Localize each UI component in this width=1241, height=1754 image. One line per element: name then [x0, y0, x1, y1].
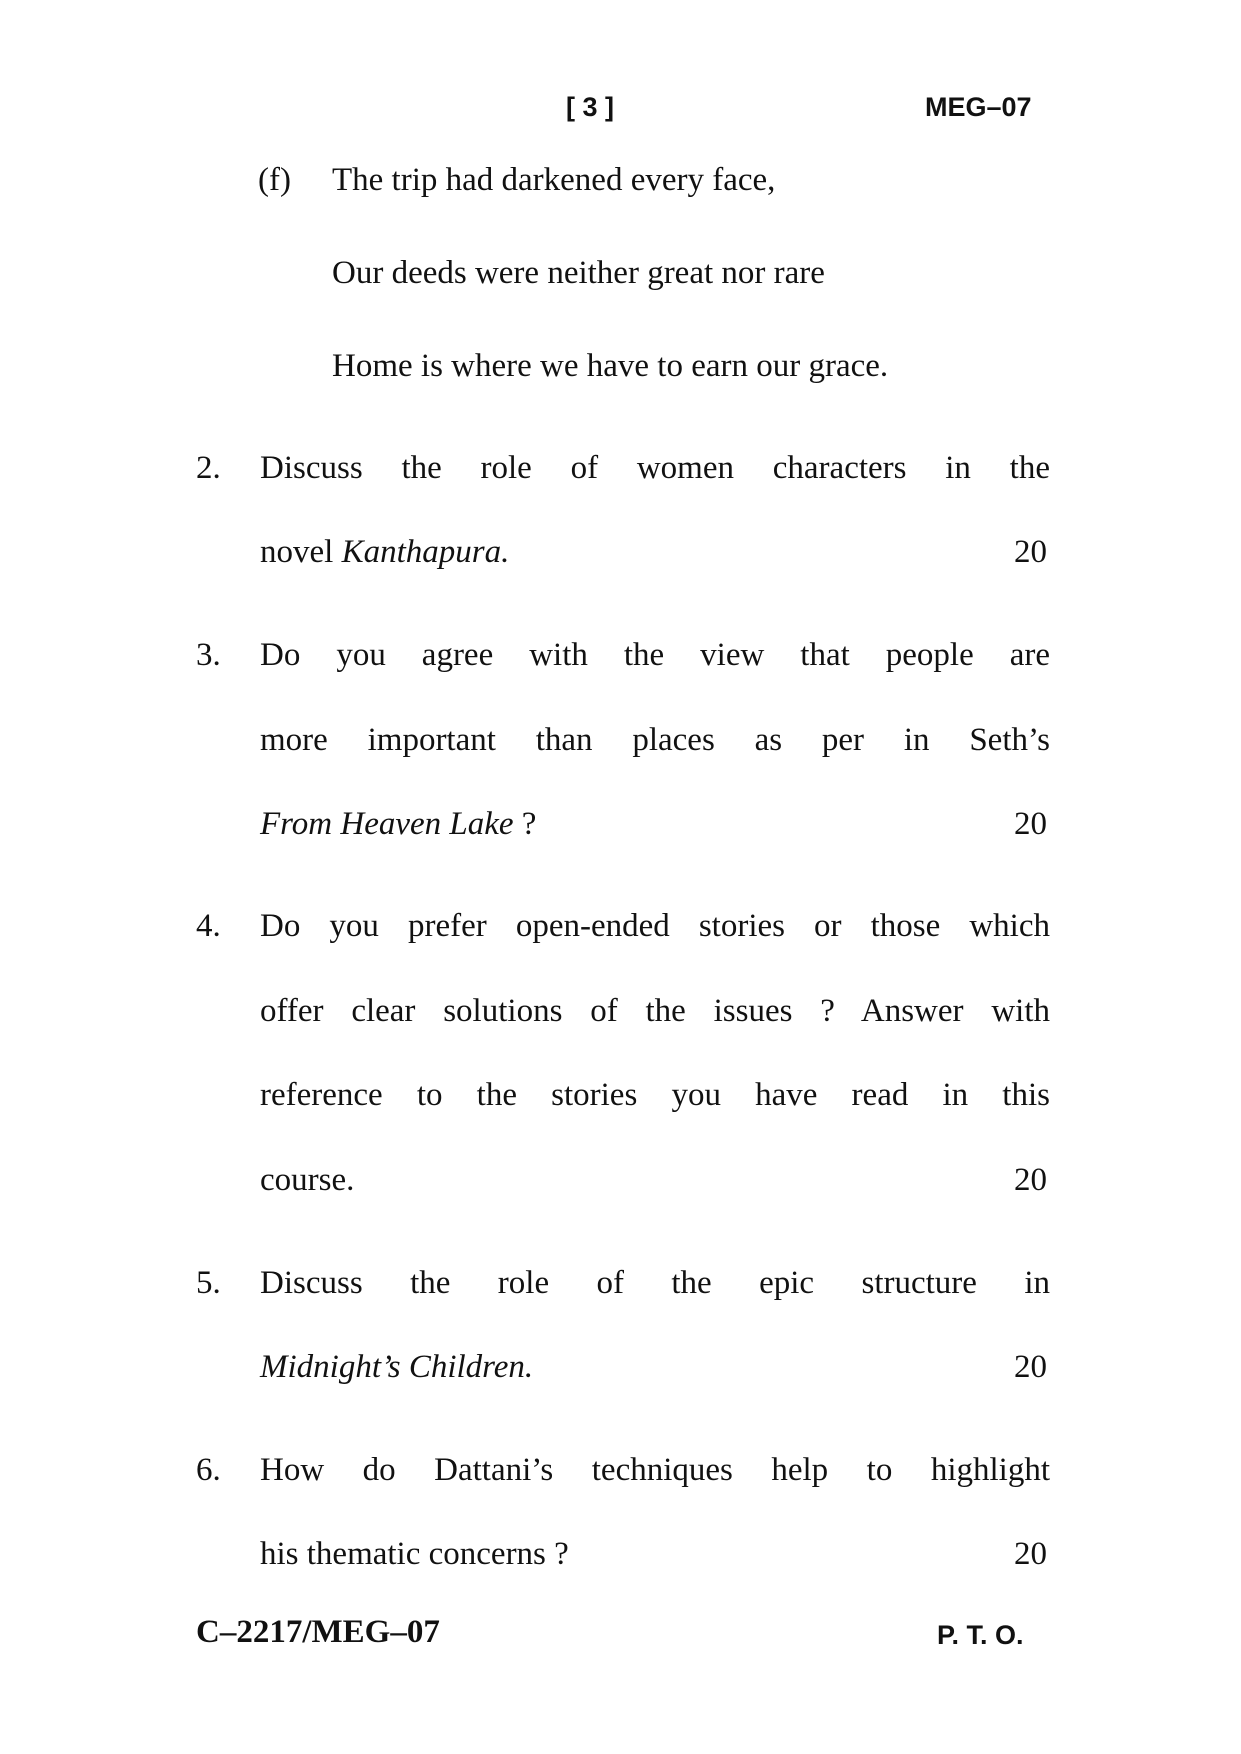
question-text: How do Dattani’s techniques help to highlight	[260, 1452, 1050, 1488]
question-text: his thematic concerns ?	[260, 1536, 569, 1572]
question-marks: 20	[1014, 806, 1047, 842]
book-title: From Heaven Lake	[260, 806, 514, 842]
question-number: 5.	[196, 1265, 221, 1301]
footer-code: C–2217/MEG–07	[196, 1614, 440, 1650]
question-marks: 20	[1014, 1162, 1047, 1198]
page-number: [ 3 ]	[566, 92, 615, 122]
question-number: 2.	[196, 450, 221, 486]
question-text-plain: ?	[513, 806, 537, 842]
question-number: 6.	[196, 1452, 221, 1488]
question-text: Do you prefer open-ended stories or those which	[260, 908, 1050, 944]
pto-label: P. T. O.	[937, 1620, 1024, 1650]
poem-line: Home is where we have to earn our grace.	[332, 348, 889, 384]
question-number: 4.	[196, 908, 221, 944]
poem-line: The trip had darkened every face,	[332, 162, 776, 198]
question-text: Discuss the role of the epic structure in	[260, 1265, 1050, 1301]
item-f-label: (f)	[258, 162, 291, 198]
question-text: reference to the stories you have read in this	[260, 1077, 1050, 1113]
book-title: Midnight’s Children.	[260, 1349, 534, 1385]
question-marks: 20	[1014, 1536, 1047, 1572]
question-number: 3.	[196, 637, 221, 673]
question-text: course.	[260, 1162, 355, 1198]
question-text: offer clear solutions of the issues ? Answer with	[260, 993, 1050, 1029]
question-text: more important than places as per in Seth’s	[260, 722, 1050, 758]
question-text: Discuss the role of women characters in the	[260, 450, 1050, 486]
question-text	[260, 534, 509, 571]
question-text-plain: novel	[260, 534, 342, 570]
poem-line: Our deeds were neither great nor rare	[332, 255, 825, 291]
question-text	[260, 806, 536, 843]
question-text: Do you agree with the view that people are	[260, 637, 1050, 673]
question-marks: 20	[1014, 1349, 1047, 1385]
question-marks: 20	[1014, 534, 1047, 570]
header-code: MEG–07	[925, 92, 1032, 122]
book-title: Kanthapura.	[341, 534, 510, 570]
